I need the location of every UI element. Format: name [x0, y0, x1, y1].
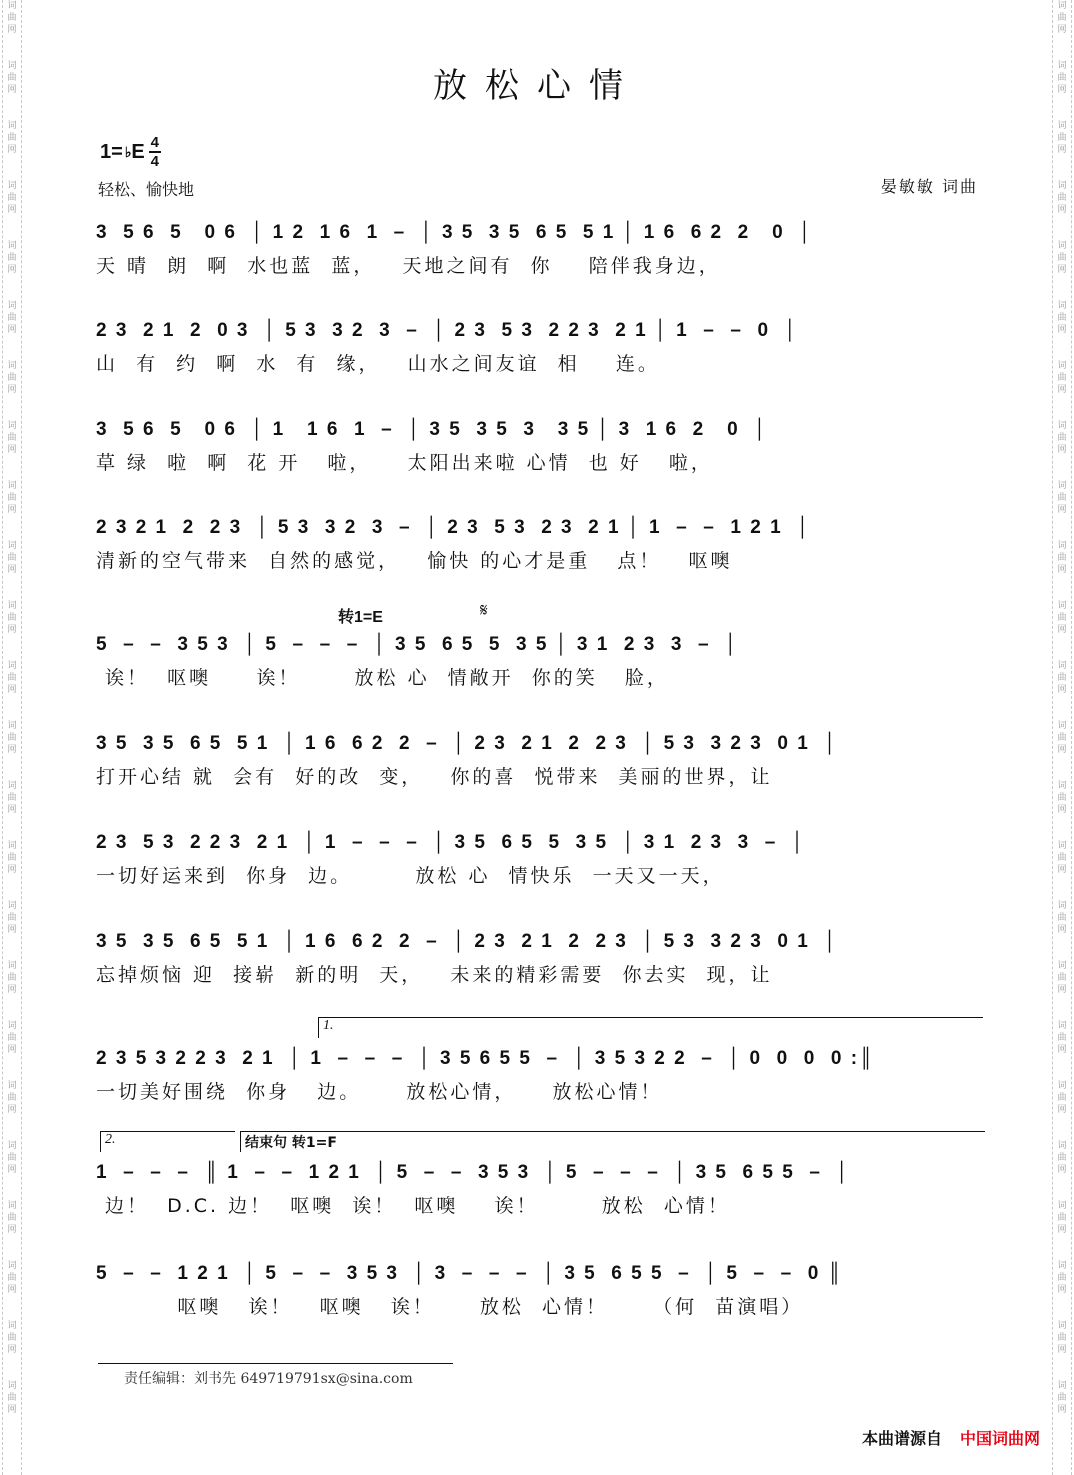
watermark-char: 词: [7, 601, 17, 611]
watermark-char: 词: [1057, 61, 1067, 71]
watermark-char: 网: [1057, 25, 1067, 35]
watermark-char: 词: [7, 961, 17, 971]
score-line-11: [96, 1261, 984, 1321]
watermark-gap: [3, 1356, 21, 1380]
watermark-char: 曲: [7, 1093, 17, 1103]
watermark-char: 曲: [1057, 1093, 1067, 1103]
watermark-gap: [1053, 756, 1071, 780]
watermark-char: 曲: [7, 193, 17, 203]
watermark-gap: [3, 36, 21, 60]
watermark-char: 词: [1057, 421, 1067, 431]
watermark-gap: [3, 756, 21, 780]
watermark-char: 网: [1057, 325, 1067, 335]
watermark-char: 网: [1057, 685, 1067, 695]
watermark-char: 网: [1057, 85, 1067, 95]
watermark-char: 词: [7, 361, 17, 371]
watermark-char: 曲: [7, 673, 17, 683]
watermark-char: 词: [1057, 601, 1067, 611]
watermark-char: 词: [7, 481, 17, 491]
watermark-char: 曲: [7, 493, 17, 503]
watermark-char: 曲: [1057, 1333, 1067, 1343]
lyrics: 一切美好围绕 你身 边。 放松心情， 放松心情！: [96, 1081, 663, 1103]
watermark-char: 曲: [1057, 1153, 1067, 1163]
watermark-gap: [3, 336, 21, 360]
score-line-7: [96, 830, 984, 890]
watermark-char: 网: [7, 325, 17, 335]
watermark-char: 网: [1057, 1285, 1067, 1295]
watermark-char: 词: [1057, 1201, 1067, 1211]
watermark-char: 词: [1057, 481, 1067, 491]
watermark-char: 词: [1057, 1381, 1067, 1391]
watermark-char: 词: [7, 661, 17, 671]
watermark-gap: [3, 1176, 21, 1200]
watermark-char: 曲: [1057, 853, 1067, 863]
ending-bracket: [240, 1131, 985, 1152]
watermark-char: 曲: [1057, 913, 1067, 923]
watermark-char: 曲: [1057, 373, 1067, 383]
watermark-char: 词: [7, 241, 17, 251]
watermark-char: 网: [7, 265, 17, 275]
watermark-char: 网: [1057, 505, 1067, 515]
key-signature: [100, 134, 161, 170]
watermark-char: 词: [7, 181, 17, 191]
watermark-gap: [3, 1296, 21, 1320]
watermark-gap: [3, 816, 21, 840]
modulation-mark: 转1=E: [338, 609, 383, 626]
watermark-char: 曲: [1057, 133, 1067, 143]
watermark-char: 网: [1057, 1045, 1067, 1055]
watermark-char: 词: [7, 1, 17, 11]
lyrics: 一切好运来到 你身 边。 放松 心 情快乐 一天又一天，: [96, 865, 725, 887]
meter-top: 4: [150, 134, 159, 151]
watermark-char: 网: [7, 805, 17, 815]
lyrics: 清新的空气带来 自然的感觉， 愉快 的心才是重 点！ 呕噢: [96, 550, 733, 572]
watermark-char: 曲: [7, 1333, 17, 1343]
watermark-char: 网: [7, 565, 17, 575]
score-line-10: [96, 1160, 984, 1220]
lyrics: 打开心结 就 会有 好的改 变， 你的喜 悦带来 美丽的世界，让: [96, 766, 773, 788]
watermark-gap: [1053, 156, 1071, 180]
watermark-char: 网: [7, 865, 17, 875]
watermark-gap: [3, 516, 21, 540]
watermark-gap: [1053, 276, 1071, 300]
score-line-5: [96, 632, 984, 692]
watermark-gap: [3, 936, 21, 960]
watermark-char: 网: [7, 1105, 17, 1115]
watermark-gap: [1053, 696, 1071, 720]
score-line-2: [96, 318, 984, 378]
lyrics: 诶！ 呕噢 诶！ 放松 心 情敞开 你的笑 脸，: [96, 667, 669, 689]
watermark-char: 词: [7, 1081, 17, 1091]
source-credit: [862, 1426, 1040, 1449]
watermark-char: 网: [7, 25, 17, 35]
watermark-gap: [3, 276, 21, 300]
watermark-char: 词: [1057, 361, 1067, 371]
score-line-3: [96, 417, 984, 477]
watermark-char: 网: [1057, 1165, 1067, 1175]
watermark-char: 曲: [1057, 673, 1067, 683]
watermark-char: 词: [7, 1021, 17, 1031]
watermark-char: 曲: [1057, 253, 1067, 263]
watermark-char: 词: [1057, 961, 1067, 971]
watermark-gap: [3, 456, 21, 480]
watermark-char: 曲: [7, 313, 17, 323]
watermark-char: 网: [7, 1225, 17, 1235]
watermark-gap: [1053, 516, 1071, 540]
watermark-gap: [3, 636, 21, 660]
score-line-8: [96, 929, 984, 989]
notes: 3 5 3 5 6 5 5 1 │ 1 6 6 2 2 – │ 2 3 2 1 2 2 3 │ 5 3 3 2 3 0 1 │: [96, 931, 839, 952]
watermark-char: 词: [1057, 241, 1067, 251]
watermark-char: 曲: [7, 73, 17, 83]
watermark-char: 网: [1057, 445, 1067, 455]
watermark-gap: [3, 576, 21, 600]
watermark-char: 曲: [7, 733, 17, 743]
watermark-char: 网: [1057, 1345, 1067, 1355]
watermark-char: 网: [1057, 565, 1067, 575]
watermark-char: 网: [7, 205, 17, 215]
lyrics: 呕噢 诶！ 呕噢 诶！ 放松 心情！ （何 苗演唱）: [96, 1296, 804, 1318]
watermark-char: 网: [7, 385, 17, 395]
watermark-char: 词: [1057, 121, 1067, 131]
tempo-marking: 轻松、愉快地: [98, 180, 195, 199]
watermark-char: 网: [7, 1405, 17, 1415]
watermark-char: 网: [1057, 385, 1067, 395]
lyrics: 草 绿 啦 啊 花 开 啦， 太阳出来啦 心情 也 好 啦，: [96, 452, 713, 474]
notes: 3 5 3 5 6 5 5 1 │ 1 6 6 2 2 – │ 2 3 2 1 2 2 3 │ 5 3 3 2 3 0 1 │: [96, 733, 839, 754]
watermark-gap: [1053, 216, 1071, 240]
watermark-char: 词: [1057, 1141, 1067, 1151]
watermark-char: 曲: [7, 1033, 17, 1043]
volta-1-bracket: [318, 1017, 983, 1038]
volta-2-label: 2.: [105, 1132, 116, 1147]
side-watermark-right: [1052, 0, 1072, 1475]
watermark-gap: [3, 696, 21, 720]
watermark-char: 曲: [1057, 13, 1067, 23]
watermark-char: 网: [7, 1165, 17, 1175]
watermark-char: 网: [1057, 1405, 1067, 1415]
watermark-char: 词: [7, 1321, 17, 1331]
watermark-gap: [1053, 1056, 1071, 1080]
watermark-char: 词: [7, 421, 17, 431]
watermark-gap: [3, 1236, 21, 1260]
watermark-char: 词: [7, 301, 17, 311]
watermark-gap: [1053, 1116, 1071, 1140]
watermark-char: 词: [1057, 1021, 1067, 1031]
watermark-gap: [1053, 36, 1071, 60]
watermark-char: 词: [7, 721, 17, 731]
watermark-gap: [1053, 996, 1071, 1020]
watermark-char: 网: [1057, 925, 1067, 935]
key-label: 1=: [100, 140, 123, 163]
lyrics: 边！ D.C. 边！ 呕噢 诶！ 呕噢 诶！ 放松 心情！: [96, 1195, 730, 1217]
watermark-gap: [1053, 576, 1071, 600]
notes: 2 3 5 3 2 2 3 2 1 │ 1 – – – │ 3 5 6 5 5 – │ 3 5 3 2 2 – │ 0 0 0 0 :║: [96, 1048, 875, 1069]
watermark-gap: [3, 1056, 21, 1080]
watermark-gap: [3, 996, 21, 1020]
watermark-char: 曲: [7, 373, 17, 383]
watermark-char: 网: [1057, 265, 1067, 275]
watermark-char: 曲: [1057, 553, 1067, 563]
watermark-gap: [3, 216, 21, 240]
watermark-char: 网: [1057, 1225, 1067, 1235]
watermark-char: 词: [7, 541, 17, 551]
watermark-char: 词: [7, 1201, 17, 1211]
watermark-char: 词: [1057, 1081, 1067, 1091]
watermark-gap: [1053, 1416, 1071, 1440]
watermark-char: 词: [7, 901, 17, 911]
watermark-char: 网: [1057, 1105, 1067, 1115]
watermark-gap: [1053, 936, 1071, 960]
meter-bottom: 4: [150, 153, 159, 170]
watermark-char: 曲: [7, 13, 17, 23]
watermark-char: 网: [1057, 985, 1067, 995]
watermark-char: 曲: [7, 853, 17, 863]
watermark-char: 词: [1057, 1, 1067, 11]
watermark-char: 词: [1057, 661, 1067, 671]
watermark-gap: [3, 396, 21, 420]
watermark-char: 词: [7, 1381, 17, 1391]
notes: 1 – – – ║ 1 – – 1 2 1 │ 5 – – 3 5 3 │ 5 – – – │ 3 5 6 5 5 – │: [96, 1162, 851, 1183]
song-title: 放松心情: [433, 66, 641, 106]
score-line-9: [96, 1046, 984, 1106]
watermark-char: 词: [1057, 301, 1067, 311]
watermark-char: 词: [1057, 721, 1067, 731]
editor-credit: 责任编辑：刘书先 649719791sx@sina.com: [124, 1371, 413, 1387]
watermark-char: 网: [1057, 145, 1067, 155]
watermark-gap: [3, 1116, 21, 1140]
watermark-gap: [1053, 816, 1071, 840]
watermark-char: 曲: [1057, 493, 1067, 503]
watermark-gap: [1053, 336, 1071, 360]
watermark-char: 曲: [1057, 433, 1067, 443]
watermark-char: 曲: [1057, 193, 1067, 203]
ending-label: 结束句 转1=F: [245, 1135, 337, 1151]
watermark-char: 曲: [1057, 1033, 1067, 1043]
watermark-char: 词: [7, 841, 17, 851]
source-label: 本曲谱源自: [861, 1429, 942, 1448]
notes: 2 3 2 1 2 0 3 │ 5 3 3 2 3 – │ 2 3 5 3 2 2 3 2 1 │ 1 – – 0 │: [96, 320, 799, 341]
watermark-char: 网: [7, 445, 17, 455]
watermark-char: 词: [1057, 901, 1067, 911]
watermark-char: 曲: [7, 793, 17, 803]
watermark-char: 网: [1057, 865, 1067, 875]
flat-sign: ♭: [124, 143, 132, 160]
score-line-1: [96, 220, 984, 280]
notes: 3 5 6 5 0 6 │ 1 2 1 6 1 – │ 3 5 3 5 6 5 5 1 │ 1 6 6 2 2 0 │: [96, 222, 814, 243]
watermark-char: 曲: [1057, 613, 1067, 623]
watermark-char: 曲: [7, 1213, 17, 1223]
watermark-char: 曲: [7, 613, 17, 623]
watermark-gap: [1053, 396, 1071, 420]
watermark-gap: [1053, 876, 1071, 900]
footer-divider: [98, 1363, 453, 1364]
watermark-char: 曲: [1057, 973, 1067, 983]
watermark-char: 网: [7, 625, 17, 635]
watermark-char: 网: [7, 145, 17, 155]
score-line-6: [96, 731, 984, 791]
watermark-char: 网: [7, 985, 17, 995]
watermark-char: 曲: [1057, 1393, 1067, 1403]
watermark-char: 曲: [7, 133, 17, 143]
watermark-char: 曲: [7, 1273, 17, 1283]
watermark-char: 词: [1057, 841, 1067, 851]
side-watermark-left: [2, 0, 22, 1475]
watermark-char: 词: [1057, 541, 1067, 551]
watermark-char: 曲: [1057, 1213, 1067, 1223]
watermark-char: 曲: [7, 913, 17, 923]
watermark-char: 网: [1057, 745, 1067, 755]
watermark-char: 网: [7, 685, 17, 695]
segno-sign: 𝄋: [480, 600, 488, 621]
watermark-char: 网: [7, 745, 17, 755]
watermark-gap: [1053, 456, 1071, 480]
watermark-gap: [3, 156, 21, 180]
time-signature: [149, 134, 161, 170]
watermark-char: 词: [1057, 1261, 1067, 1271]
watermark-char: 网: [7, 925, 17, 935]
watermark-char: 网: [7, 1045, 17, 1055]
watermark-gap: [1053, 636, 1071, 660]
author-credit: 晏敏敏 词曲: [880, 177, 978, 196]
watermark-char: 词: [7, 1261, 17, 1271]
watermark-gap: [1053, 1296, 1071, 1320]
volta-1-label: 1.: [323, 1018, 334, 1033]
source-site-link[interactable]: 中国词曲网: [959, 1429, 1040, 1448]
watermark-char: 曲: [7, 1393, 17, 1403]
watermark-gap: [1053, 1236, 1071, 1260]
watermark-char: 网: [1057, 805, 1067, 815]
watermark-char: 曲: [1057, 313, 1067, 323]
watermark-char: 曲: [1057, 73, 1067, 83]
watermark-char: 词: [7, 61, 17, 71]
watermark-char: 词: [1057, 181, 1067, 191]
watermark-char: 曲: [7, 553, 17, 563]
watermark-char: 曲: [1057, 1273, 1067, 1283]
watermark-char: 词: [7, 781, 17, 791]
notes: 2 3 2 1 2 2 3 │ 5 3 3 2 3 – │ 2 3 5 3 2 3 2 1 │ 1 – – 1 2 1 │: [96, 517, 812, 538]
watermark-char: 网: [7, 1285, 17, 1295]
watermark-char: 曲: [7, 1153, 17, 1163]
watermark-char: 曲: [1057, 733, 1067, 743]
watermark-char: 曲: [7, 973, 17, 983]
watermark-char: 网: [7, 1345, 17, 1355]
watermark-char: 网: [1057, 625, 1067, 635]
watermark-char: 网: [7, 505, 17, 515]
watermark-gap: [3, 1416, 21, 1440]
notes: 5 – – 1 2 1 │ 5 – – 3 5 3 │ 3 – – – │ 3 5 6 5 5 – │ 5 – – 0 ║: [96, 1263, 844, 1284]
watermark-gap: [1053, 1356, 1071, 1380]
notes: 2 3 5 3 2 2 3 2 1 │ 1 – – – │ 3 5 6 5 5 3 5 │ 3 1 2 3 3 – │: [96, 832, 806, 853]
watermark-char: 词: [7, 1141, 17, 1151]
score-line-4: [96, 515, 984, 575]
lyrics: 山 有 约 啊 水 有 缘， 山水之间友谊 相 连。: [96, 353, 660, 375]
watermark-char: 词: [7, 121, 17, 131]
watermark-char: 曲: [7, 433, 17, 443]
watermark-gap: [1053, 1176, 1071, 1200]
watermark-gap: [3, 876, 21, 900]
watermark-char: 词: [1057, 781, 1067, 791]
notes: 5 – – 3 5 3 │ 5 – – – │ 3 5 6 5 5 3 5 │ 3 1 2 3 3 – │: [96, 634, 739, 655]
lyrics: 天 晴 朗 啊 水也蓝 蓝， 天地之间有 你 陪伴我身边，: [96, 255, 721, 277]
watermark-char: 曲: [7, 253, 17, 263]
lyrics: 忘掉烦恼 迎 接崭 新的明 天， 未来的精彩需要 你去实 现，让: [96, 964, 773, 986]
notes: 3 5 6 5 0 6 │ 1 1 6 1 – │ 3 5 3 5 3 3 5 │ 3 1 6 2 0 │: [96, 419, 769, 440]
watermark-char: 网: [7, 85, 17, 95]
key-letter: E: [131, 140, 145, 163]
watermark-char: 网: [1057, 205, 1067, 215]
watermark-char: 曲: [1057, 793, 1067, 803]
watermark-char: 词: [1057, 1321, 1067, 1331]
volta-2-bracket: [100, 1131, 235, 1152]
